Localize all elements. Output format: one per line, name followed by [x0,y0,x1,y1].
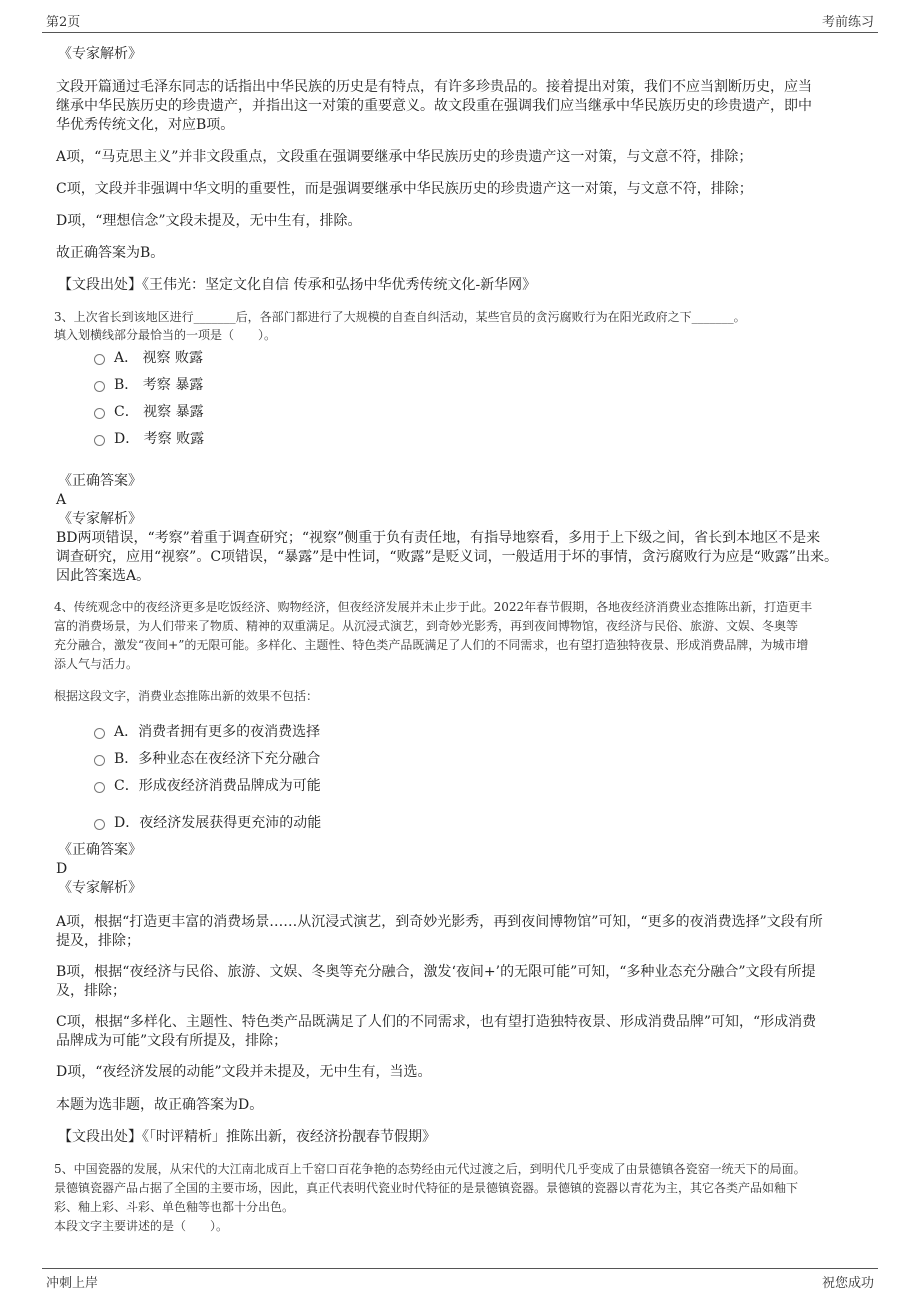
q4-question: 根据这段文字，消费业态推陈出新的效果不包括： [54,689,319,703]
q3-analysis-line: BD两项错误，“考察”着重于调查研究；“视察”侧重于负有责任地，有指导地察看，多用于上下级之间，省长到本地区不是来 [56,530,821,546]
header-divider [42,32,878,33]
q4-option-b[interactable]: B．多种业态在夜经济下充分融合 [94,750,320,768]
q4-item-d: D项，“夜经济发展的动能”文段并未提及，无中生有，当选。 [56,1064,432,1080]
q4-option-c[interactable]: C．形成夜经济消费品牌成为可能 [94,777,321,795]
q4-item-c-line: 品牌成为可能”文段有所提及，排除； [56,1033,288,1049]
q4-stem-line: 添人气与活力。 [54,657,139,671]
q3-answer-heading: 《正确答案》 [58,473,142,489]
radio-icon[interactable] [94,819,105,830]
radio-icon[interactable] [94,755,105,766]
q2-analysis-line: 继承中华民族历史的珍贵遗产，并指出这一对策的重要意义。故文段重在强调我们应当继承中华民族历史的珍贵遗产，即中 [56,98,812,114]
page-header-title: 考前练习 [821,15,874,30]
q4-stem-line: 充分融合，激发“夜间+”的无限可能。多样化、主题性、特色类产品既满足了人们的不同需求，也有望打造独特夜景、形成消费品牌，为城市增 [54,638,809,652]
q2-conclusion: 故正确答案为B。 [56,245,165,261]
q5-prompt: 本段文字主要讲述的是（ ）。 [54,1219,229,1233]
footer-left-text: 冲刺上岸 [46,1276,99,1291]
q3-analysis-line: 因此答案选A。 [56,568,151,584]
q4-analysis-heading: 《专家解析》 [58,880,142,896]
q4-option-a[interactable]: A．消费者拥有更多的夜消费选择 [94,723,320,741]
radio-icon[interactable] [94,435,105,446]
q4-option-d[interactable]: D．夜经济发展获得更充沛的动能 [94,814,321,832]
q2-item-c: C项，文段并非强调中华文明的重要性，而是强调要继承中华民族历史的珍贵遗产这一对策，与文意不符，排除； [56,181,753,197]
q4-item-a-line: A项，根据“打造更丰富的消费场景……从沉浸式演艺，到奇妙光影秀，再到夜间博物馆”可知，“更多的夜消费选择”文段有所 [56,914,823,930]
radio-icon[interactable] [94,354,105,365]
footer-divider [42,1268,878,1269]
q5-stem-line: 5、中国瓷器的发展，从宋代的大江南北成百上千窑口百花争艳的态势经由元代过渡之后，到明代几乎变成了由景德镇各瓷窑一统天下的局面。 [54,1162,806,1176]
q3-answer: A [56,492,67,508]
page-number: 第2页 [46,15,81,30]
q3-option-b[interactable]: B． 考察 暴露 [94,376,203,394]
q2-item-a: A项，“马克思主义”并非文段重点，文段重在强调要继承中华民族历史的珍贵遗产这一对策，与文意不符，排除； [56,149,753,165]
q2-analysis-line: 华优秀传统文化，对应B项。 [56,117,235,133]
q2-analysis-heading: 《专家解析》 [58,46,142,62]
q4-stem-line: 4、传统观念中的夜经济更多是吃饭经济、购物经济，但夜经济发展并未止步于此。2022年春节假期，各地夜经济消费业态推陈出新，打造更丰 [54,600,813,614]
q4-source: 【文段出处】《「时评精析」推陈出新，夜经济扮靓春节假期》 [58,1129,436,1145]
q3-option-c[interactable]: C． 视察 暴露 [94,403,204,421]
q4-answer: D [56,861,68,877]
q3-option-d[interactable]: D． 考察 败露 [94,430,204,448]
q4-stem-line: 富的消费场景，为人们带来了物质、精神的双重满足。从沉浸式演艺，到奇妙光影秀，再到夜间博物馆，夜经济与民俗、旅游、文娱、冬奥等 [54,619,799,633]
radio-icon[interactable] [94,408,105,419]
q3-analysis-line: 调查研究，应用“视察”。C项错误，“暴露”是中性词，“败露”是贬义词，一般适用于坏的事情，贪污腐败行为应是“败露”出来。 [56,549,838,565]
q4-item-c-line: C项，根据“多样化、主题性、特色类产品既满足了人们的不同需求，也有望打造独特夜景、形成消费品牌”可知，“形成消费 [56,1014,817,1030]
q4-item-a-line: 提及，排除； [56,933,140,949]
q3-prompt: 填入划横线部分最恰当的一项是（ ）。 [54,328,277,342]
q4-answer-heading: 《正确答案》 [58,842,142,858]
q4-item-b-line: B项，根据“夜经济与民俗、旅游、文娱、冬奥等充分融合，激发‘夜间+’的无限可能”可知，“多种业态充分融合”文段有所提 [56,964,816,980]
q5-stem-line: 彩、釉上彩、斗彩、单色釉等也都十分出色。 [54,1200,295,1214]
q5-stem-line: 景德镇瓷器产品占据了全国的主要市场，因此，真正代表明代瓷业时代特征的是景德镇瓷器。景德镇的瓷器以青花为主，其它各类产品如釉下 [54,1181,799,1195]
radio-icon[interactable] [94,782,105,793]
q3-analysis-heading: 《专家解析》 [58,511,142,527]
q4-conclusion: 本题为选非题，故正确答案为D。 [56,1097,264,1113]
radio-icon[interactable] [94,728,105,739]
footer-right-text: 祝您成功 [821,1276,874,1291]
radio-icon[interactable] [94,381,105,392]
q3-option-a[interactable]: A． 视察 败露 [94,349,203,367]
q2-analysis-line: 文段开篇通过毛泽东同志的话指出中华民族的历史是有特点，有许多珍贵品的。接着提出对策，我们不应当割断历史，应当 [56,79,812,95]
q2-item-d: D项，“理想信念”文段未提及，无中生有，排除。 [56,213,362,229]
q3-stem: 3、上次省长到该地区进行_______后，各部门都进行了大规模的自查自纠活动，某些官员的贪污腐败行为在阳光政府之下_______。 [54,310,746,324]
q4-item-b-line: 及，排除； [56,983,126,999]
q2-source: 【文段出处】《王伟光：坚定文化自信 传承和弘扬中华优秀传统文化-新华网》 [58,277,537,293]
